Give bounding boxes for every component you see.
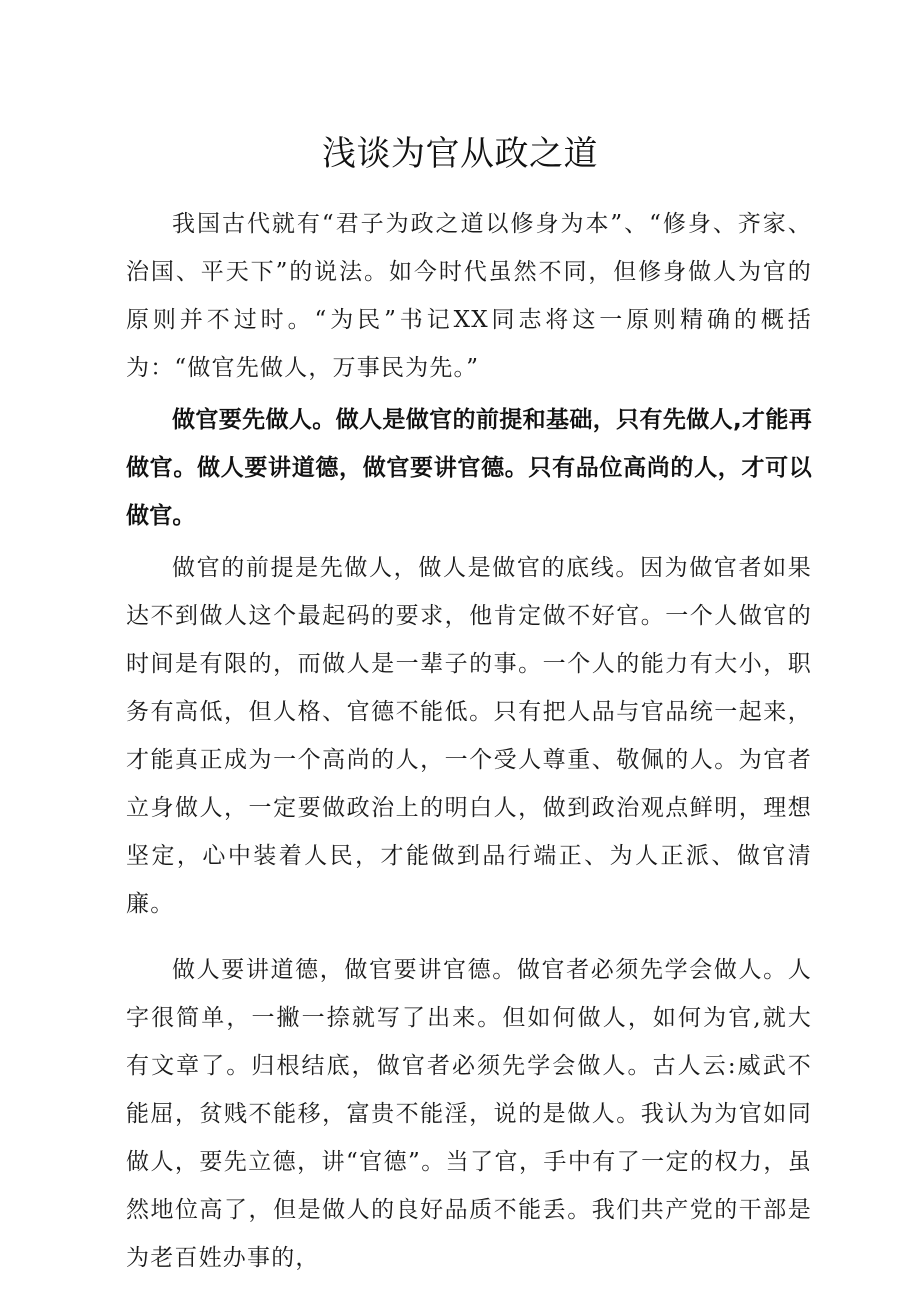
page-title: 浅谈为官从政之道: [322, 134, 598, 174]
document-body: [126, 200, 812, 1282]
paragraph-intro: 我国古代就有“君子为政之道以修身为本”、“修身、齐家、治国、平天下”的说法。如今时代虽然不同，但修身做人为官的原则并不过时。“为民”书记XX同志将这一原则精确的概括为：“做官先做人，万事民为先。”: [126, 211, 812, 381]
paragraph-thesis: 做官要先做人。做人是做官的前提和基础，只有先做人,才能再做官。做人要讲道德，做官要讲官德。只有品位高尚的人，才可以做官。: [126, 407, 812, 529]
paragraph-body-2: 做人要讲道德，做官要讲官德。做官者必须先学会做人。人字很简单，一撇一捺就写了出来。但如何做人，如何为官,就大有文章了。归根结底，做官者必须先学会做人。古人云:威武不能屈，贫贱不能移，富贵不能淫，说的是做人。我认为为官如同做人，要先立德，讲“官德”。当了官，手中有了一定的权力，虽然地位高了，但是做人的良好品质不能丢。我们共产党的干部是为老百姓办事的，: [126, 957, 812, 1271]
paragraph-body-1: 做官的前提是先做人，做人是做官的底线。因为做官者如果达不到做人这个最起码的要求，他肯定做不好官。一个人做官的时间是有限的，而做人是一辈子的事。一个人的能力有大小，职务有高低，但人格、官德不能低。只有把人品与官品统一起来，才能真正成为一个高尚的人，一个受人尊重、敬佩的人。为官者立身做人，一定要做政治上的明白人，做到政治观点鲜明，理想坚定，心中装着人民，才能做到品行端正、为人正派、做官清廉。: [126, 555, 812, 917]
